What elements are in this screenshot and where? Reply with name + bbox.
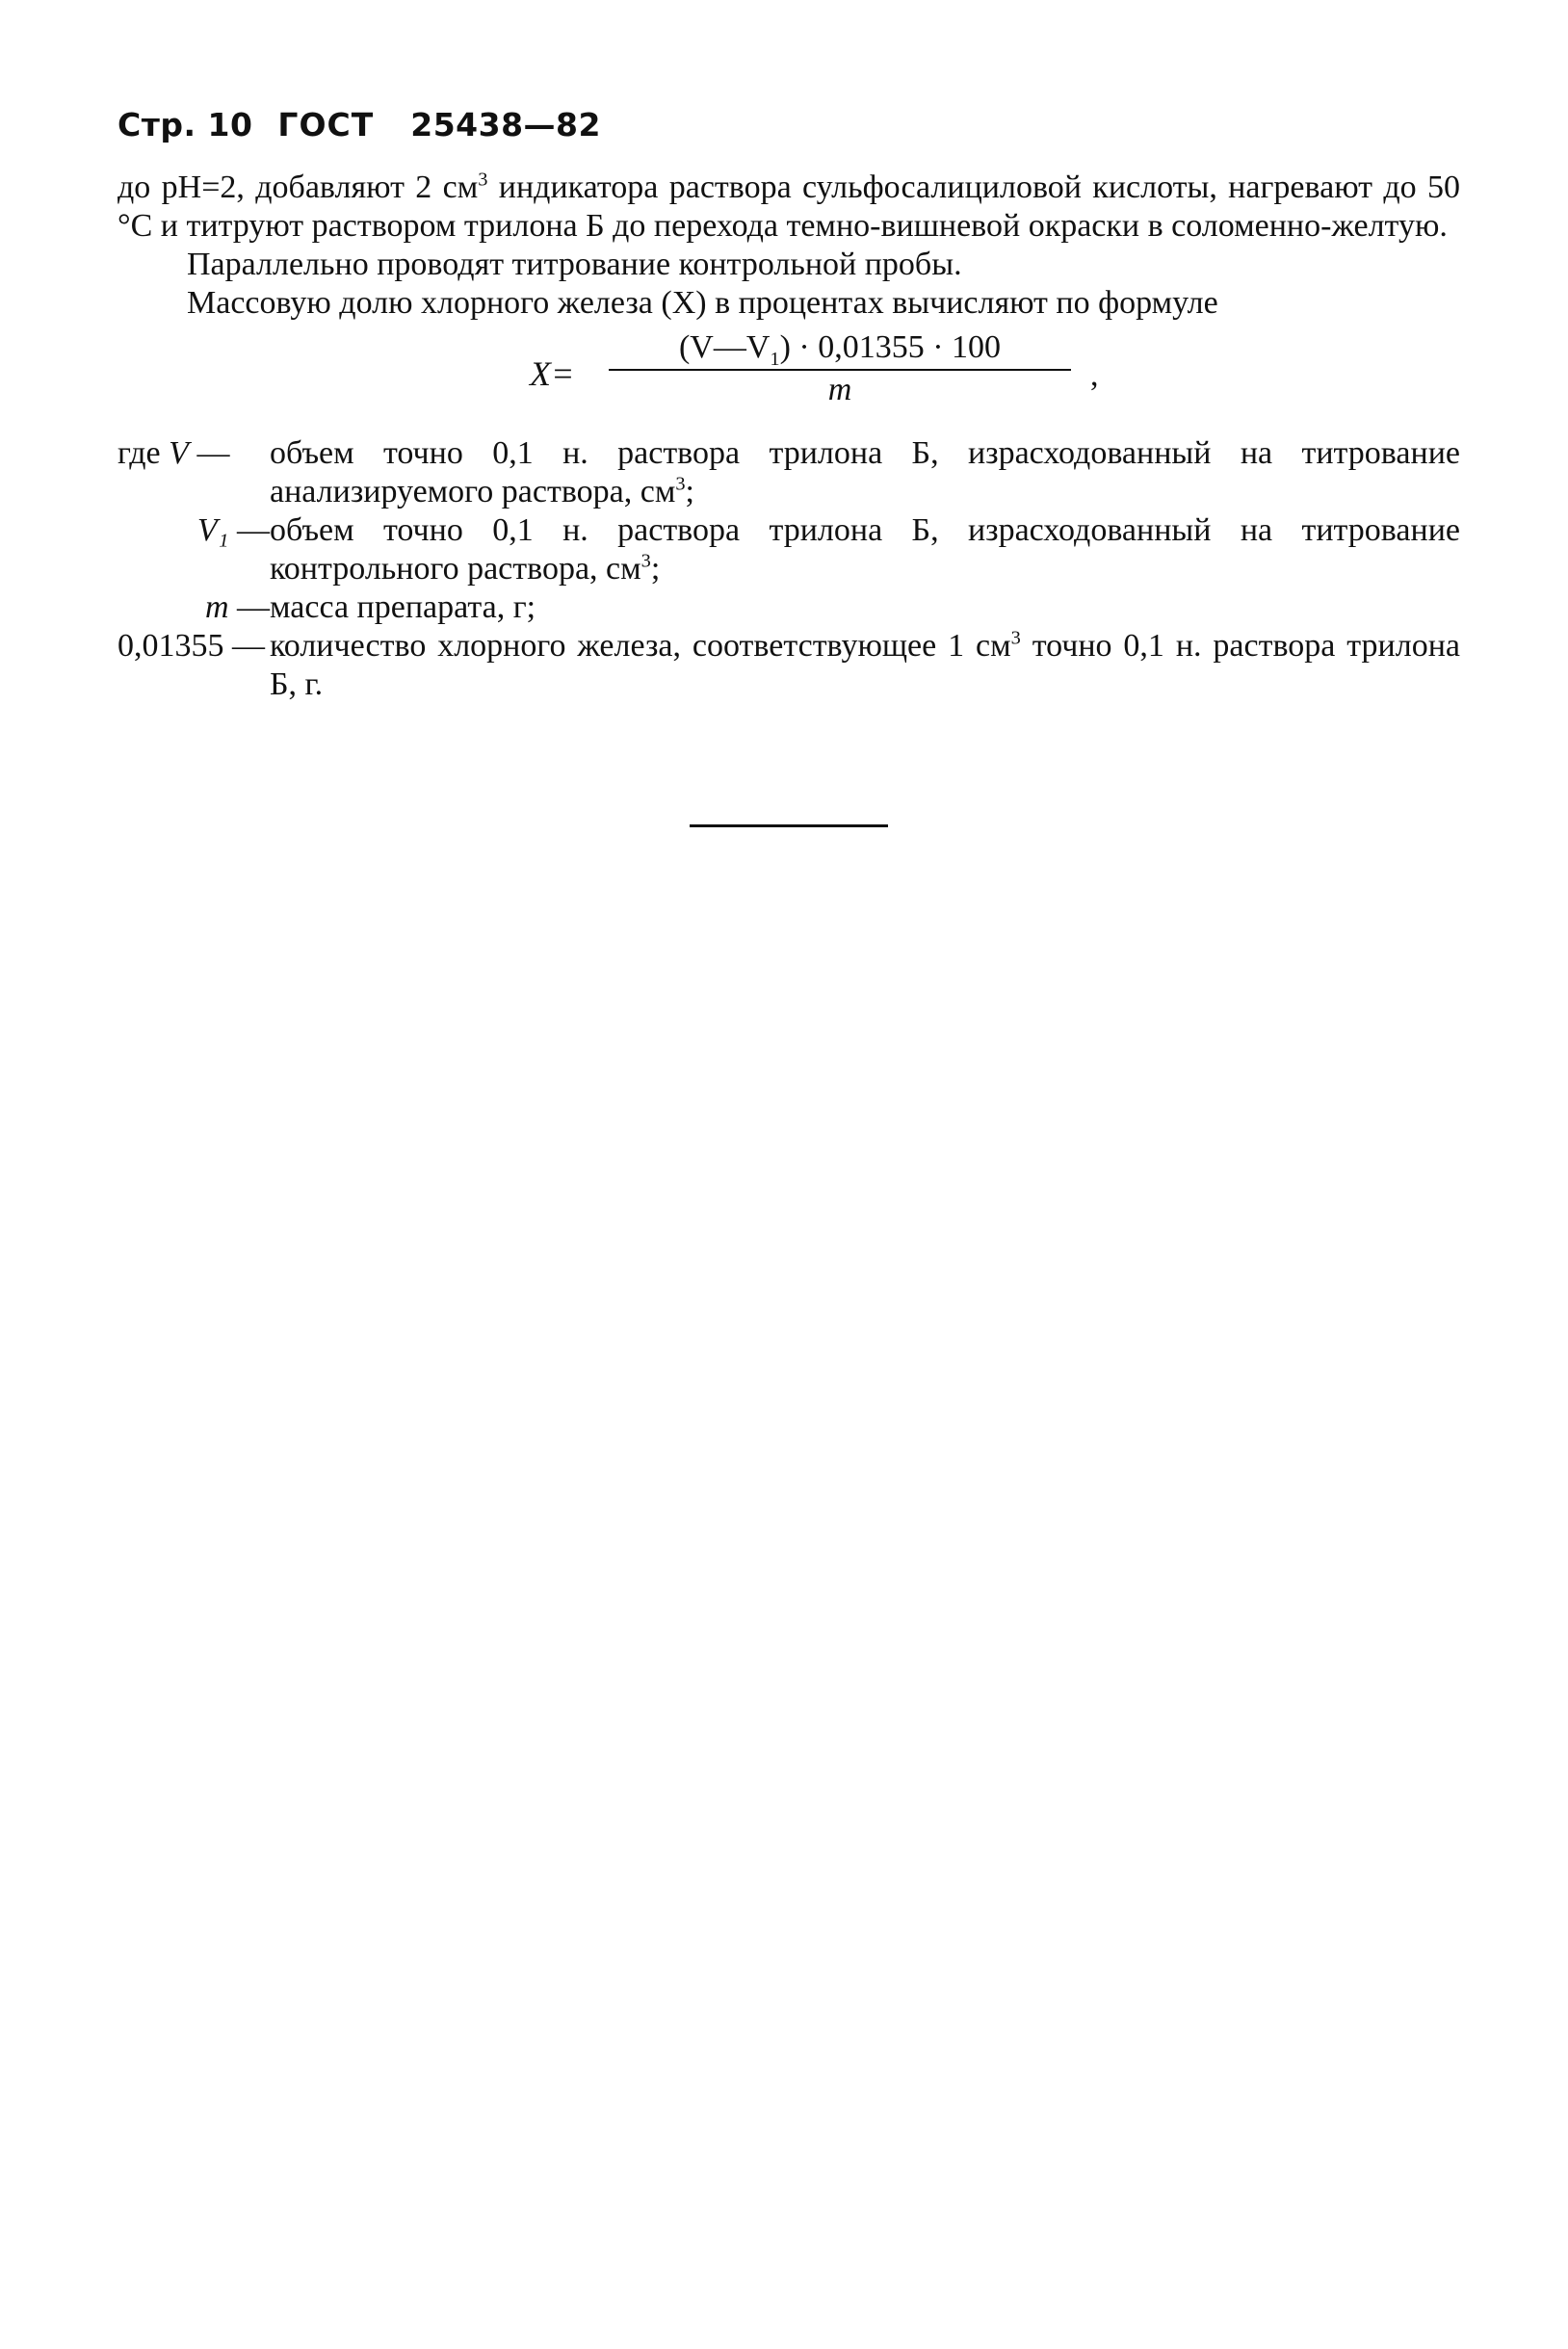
document-page [118, 106, 1460, 704]
standard-number: 25438—82 [410, 106, 601, 144]
definition-text: количество хлорного железа, соответствующее 1 $см^3$ точно 0,1 н. раствора трилона Б, г. [270, 627, 1460, 702]
definition-text: масса препарата, г; [270, 589, 536, 625]
formula-comma: , [1090, 357, 1099, 393]
definition-item: V₁ — объем точно 0,1 н. раствора трилона Б, израсходованный на титрование контрольного раствора, $см^3$; [196, 512, 1460, 587]
definitions-intro: где [118, 435, 161, 471]
end-rule [690, 824, 888, 827]
definition-symbol: m [204, 589, 229, 625]
definition-text: объем точно 0,1 н. раствора трилона Б, израсходованный на титрование анализируемого раствора, $см^3$; [270, 435, 1460, 509]
paragraph-control-sample: Параллельно проводят титрование контрольной пробы. [187, 247, 962, 282]
formula-numerator: $(V—V_1) \cdot 0,01355 \cdot 100$ [609, 328, 1071, 371]
definition-item: где V — объем точно 0,1 н. раствора трилона Б, израсходованный на титрование анализируемого раствора, $см^3$; [118, 435, 1460, 509]
definitions-list [118, 434, 1460, 704]
formula-lhs: X= [530, 354, 575, 393]
definition-symbol: V [169, 435, 189, 471]
formula [118, 328, 1460, 417]
definition-item: 0,01355 — количество хлорного железа, соответствующее 1 $см^3$ точно 0,1 н. раствора трилона Б, г. [118, 627, 1460, 702]
standard-label: ГОСТ [277, 106, 375, 144]
definition-symbol: V₁ [196, 512, 229, 548]
definition-text: объем точно 0,1 н. раствора трилона Б, израсходованный на титрование контрольного раствора, $см^3$; [270, 512, 1460, 587]
page-header [118, 106, 1460, 144]
paragraph-procedure: до pH=2, добавляют 2 $см^3$ индикатора раствора сульфосалициловой кислоты, нагревают до 50 °С и титруют раствором трилона Б до перехода темно-вишневой окраски в соломенно-желтую. [118, 169, 1460, 244]
formula-fraction [589, 328, 1090, 409]
definition-symbol: 0,01355 [118, 628, 224, 664]
definition-item: m — масса препарата, г; [118, 588, 1460, 627]
page-number: Стр. 10 [118, 106, 253, 144]
formula-denominator: m [827, 372, 852, 407]
paragraph-formula-intro: Массовую долю хлорного железа (X) в процентах вычисляют по формуле [187, 285, 1218, 321]
